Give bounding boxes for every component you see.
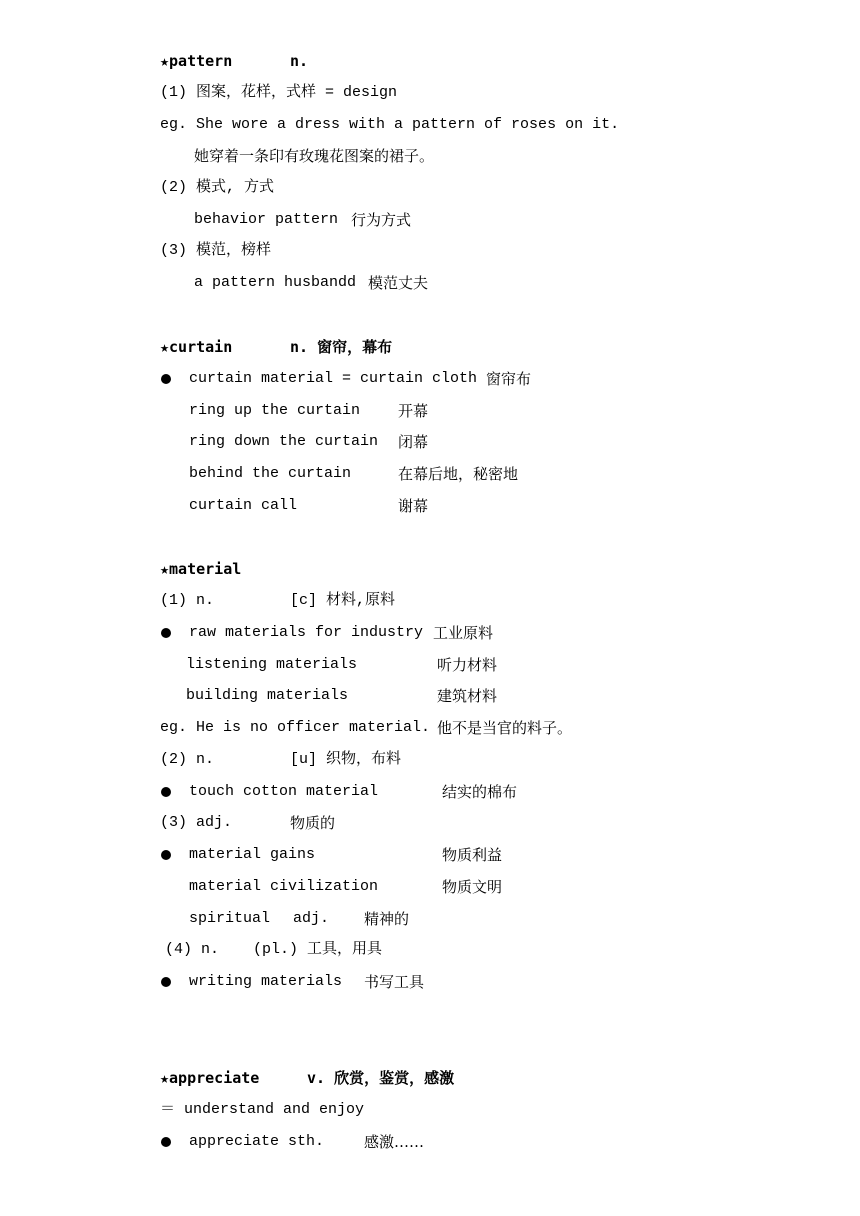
- example-sentence: eg. He is no officer material.: [160, 719, 431, 736]
- entry-headword: ★appreciate: [160, 1069, 260, 1087]
- phrase-zh: 窗帘布: [486, 370, 532, 388]
- phrase-zh: 开幕: [398, 402, 429, 420]
- phrase-en: spiritual: [189, 910, 271, 927]
- phrase-en: listening materials: [186, 656, 358, 673]
- sense-line: (3) 模范，榜样: [160, 242, 272, 259]
- phrase-zh: 建筑材料: [437, 687, 498, 705]
- phrase-zh: 听力材料: [437, 656, 498, 674]
- phrase-zh: 模范丈夫: [368, 274, 429, 292]
- part-of-speech: adj.: [293, 910, 330, 927]
- phrase-zh: 书写工具: [364, 973, 425, 991]
- sense-gloss: [c] 材料,原料: [290, 592, 396, 609]
- phrase-zh: 物质文明: [442, 878, 503, 896]
- entry-headword: ★material: [160, 560, 242, 578]
- sense-number: (4) n.: [165, 941, 220, 958]
- phrase-en: writing materials: [189, 973, 343, 990]
- bullet-icon: [161, 1137, 171, 1147]
- phrase-zh: 谢幕: [398, 497, 429, 515]
- sense-line: ＝ understand and enjoy: [160, 1101, 365, 1118]
- example-sentence: eg. She wore a dress with a pattern of roses on it.: [160, 116, 620, 133]
- phrase-en: material gains: [189, 846, 316, 863]
- bullet-icon: [161, 977, 171, 987]
- example-translation: 她穿着一条印有玫瑰花图案的裙子。: [194, 147, 435, 165]
- phrase-zh: 闭幕: [398, 433, 429, 451]
- sense-gloss: [u] 织物，布料: [290, 751, 402, 768]
- phrase-zh: 在幕后地，秘密地: [398, 465, 519, 483]
- sense-gloss: (pl.) 工具，用具: [253, 941, 383, 958]
- bullet-icon: [161, 850, 171, 860]
- phrase-en: a pattern husbandd: [194, 274, 357, 291]
- phrase-zh: 工业原料: [433, 624, 494, 642]
- phrase-en: material civilization: [189, 878, 379, 895]
- phrase-en: behind the curtain: [189, 465, 352, 482]
- phrase-zh: 物质利益: [442, 846, 503, 864]
- phrase-en: behavior pattern: [194, 211, 339, 228]
- phrase-zh: 结实的棉布: [442, 783, 518, 801]
- phrase-en: ring down the curtain: [189, 433, 379, 450]
- sense-number: (2) n.: [160, 751, 215, 768]
- phrase-en: building materials: [186, 687, 349, 704]
- sense-line: (2) 模式, 方式: [160, 179, 275, 196]
- phrase-zh: 感激……: [364, 1133, 425, 1151]
- sense-number: (1) n.: [160, 592, 215, 609]
- phrase-en: curtain call: [189, 497, 298, 514]
- bullet-icon: [161, 628, 171, 638]
- part-of-speech: v. 欣赏，鉴赏，感激: [307, 1069, 455, 1087]
- phrase-en: appreciate sth.: [189, 1133, 325, 1150]
- sense-gloss: 物质的: [290, 814, 336, 832]
- phrase-en: ring up the curtain: [189, 402, 361, 419]
- bullet-icon: [161, 374, 171, 384]
- phrase-en: raw materials for industry: [189, 624, 424, 641]
- sense-number: (3) adj.: [160, 814, 233, 831]
- sense-line: (1) 图案，花样，式样 = design: [160, 84, 398, 101]
- phrase-en: touch cotton material: [189, 783, 379, 800]
- phrase-zh: 精神的: [364, 910, 410, 928]
- part-of-speech: n.: [290, 52, 309, 70]
- example-translation: 他不是当官的料子。: [437, 719, 573, 737]
- part-of-speech: n. 窗帘，幕布: [290, 338, 393, 356]
- entry-headword: ★pattern: [160, 52, 233, 70]
- bullet-icon: [161, 787, 171, 797]
- phrase-en: curtain material = curtain cloth: [189, 370, 478, 387]
- phrase-zh: 行为方式: [351, 211, 412, 229]
- entry-headword: ★curtain: [160, 338, 233, 356]
